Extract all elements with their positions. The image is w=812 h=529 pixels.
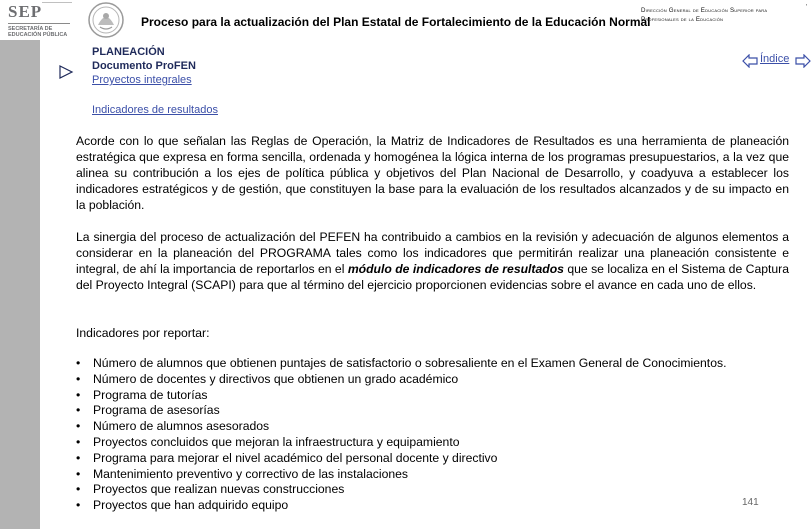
list-item: • Número de alumnos que obtienen puntajes de satisfactorio o sobresaliente en el Examen General de Conocimientos. [76,356,727,370]
sep-logo-subtext: SECRETARÍA DE EDUCACIÓN PÚBLICA [8,26,68,38]
department-name: Dirección General de Educación Superior para Profesionales de la Educación [641,7,768,23]
projects-link[interactable]: Proyectos integrales [92,74,192,86]
left-sidebar-bar [0,40,40,529]
list-item: • Programa para mejorar el nivel académico del personal docente y directivo [76,450,498,465]
list-item: • Programa de tutorías [76,387,208,402]
list-item: • Número de alumnos asesorados [76,419,270,434]
list-item: • Programa de asesorías [76,403,220,418]
list-intro: Indicadores por reportar: [76,326,210,340]
sep-logo [6,2,70,38]
page-header [0,0,812,40]
header-corner-mark: ' [806,4,808,11]
list-item: • Proyectos concluidos que mejoran la infraestructura y equipamiento [76,434,460,449]
list-item: • Mantenimiento preventivo y correctivo de las instalaciones [76,466,409,481]
page-number: 141 [742,497,759,508]
section-heading: PLANEACIÓN [92,46,165,58]
list-item: • Proyectos que realizan nuevas construcciones [76,482,345,497]
previous-arrow-icon[interactable] [742,54,758,68]
index-link[interactable]: Índice [760,53,790,65]
national-seal-icon [86,1,126,39]
indicators-module-emphasis: módulo de indicadores de resultados [347,262,564,277]
list-item: • Número de docentes y directivos que obtienen un grado académico [76,371,459,386]
paragraph-2-text: La sinergia del proceso de actualización del PEFEN ha contribuido a cambios en la revisión y adecuación de algunos elementos a considerar en la planeación del PROGRAMA tales como los indicadores que permitirán realizar una planeación consistente e integral, de ahí la importancia de reportarlos en el [76,230,789,277]
section-subheading: Documento ProFEN [92,60,196,72]
indicators-link[interactable]: Indicadores de resultados [92,104,218,116]
paragraph-2 [76,229,789,293]
play-arrow-icon[interactable] [58,64,74,80]
paragraph-1: Acorde con lo que señalan las Reglas de Operación, la Matriz de Indicadores de Resultados es una herramienta de planeación estratégica que expresa en forma sencilla, ordenada y homogénea la lógica interna de los programas presupuestarios, a la vez que alinea su contribución a los ejes de política pública y objetivos del Plan Nacional de Desarrollo, y coadyuva a establecer los indicadores estratégicos y de gestión, que constituyen la base para la evaluación de los resultados alcanzados y de su impacto en la población. [76,134,789,213]
indicators-list [76,356,726,514]
paragraph-2-text-end: que se localiza en el Sistema de Captura del Proyecto Integral (SCAPI) para que al término del ejercicio proporcionen evidencias sobre el avance en cada uno de ellos. [76,262,790,293]
sep-logo-text: SEP [8,2,43,21]
presentation-title: Proceso para la actualización del Plan Estatal de Fortalecimiento de la Educación Normal [141,15,651,29]
next-arrow-icon[interactable] [795,54,811,68]
list-item: • Proyectos que han adquirido equipo [76,498,289,513]
